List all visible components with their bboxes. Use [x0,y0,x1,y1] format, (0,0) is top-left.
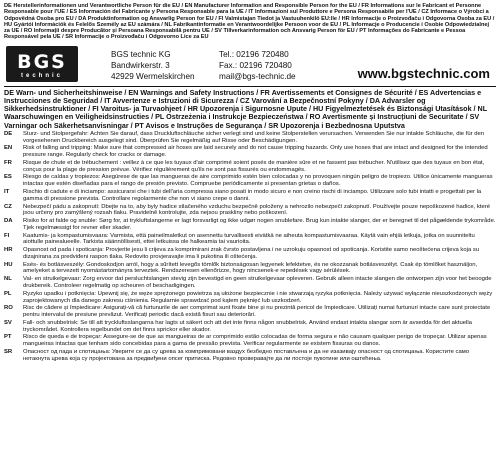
warning-text: Risc de cădere și împiedicare: Asigurați-vă că furtunurile de aer comprimat sunt fixate bine și nu prezintă pericol de împiedicare. Utilizați numai furtunuri intacte care sunt proiectate pentru intervalul de presiune prevăzut. Verificați periodic dacă există fisuri sau deteriorări. [23,305,491,319]
language-code: PT [4,334,12,341]
company-name: BGS technic KG [111,49,171,59]
warning-row-cz [4,204,496,217]
warning-row-sv [4,320,496,333]
language-code: SR [4,349,13,355]
warning-text: Risiko for at falde og snuble: Sørg for, at trykluftslangerne er lagt forsvarligt og ikke udgør nogen snublefare. Brug kun intakte slanger, der er beregnet til det pågældende trykområde. Tjek regelmæssigt for revner eller skader. [23,218,496,231]
company-address [111,49,195,82]
company-tel: Tel.: 02196 720480 [219,49,289,59]
warning-row-en [4,145,496,158]
warning-row-fr [4,160,496,173]
language-code: RO [4,305,13,312]
language-code: EN [4,145,13,152]
warning-row-nl [4,276,496,289]
warning-text: Risco de queda e de tropeçar: Assegure-se de que as mangueiras de ar comprimido estão colocadas de forma segura e não causam qualquer perigo de tropeçar. Utilizar apenas mangueiras intactas que tenham sido concebidas para a gama de pressão prevista. Verificar regularmente se existem fissuras ou danos. [23,334,487,348]
company-street: Bandwirkerstr. 3 [111,60,170,70]
warning-text: Fall- och snubbelrisk: Se till att tryckluftsslangarna har lagts ut säkert och att det inte finns någon snubbelrisk. Använd endast intakta slangar som är avsedda för det aktuella tryckområdet. Kontrollera regelbundet om det finns sprickor eller skador. [23,319,472,333]
warning-row-hu [4,262,496,275]
warning-text: Risque de chute et de trébuchement : veillez à ce que les tuyaux d'air comprimé soient posés de manière sûre et ne fassent pas trébucher. N'utilisez que des tuyaux en bon état, conçus pour la plage de pression prévue. Vérifiez régulièrement qu'ils ne sont pas fissurés ou endommagés. [23,159,485,173]
language-code: CZ [4,203,12,210]
warning-text: Ryzyko upadku i potknięcia: Upewnij się, że węże sprężonego powietrza są ułożone bezpiecznie i nie stwarzają ryzyka potknięcia. Należy używać wyłącznie nieuszkodzonych węży zaprojektowanych dla danego zakresu ciśnienia. Regularnie sprawdzać pod kątem pęknięć lub uszkodzeń. [23,290,493,304]
language-code: SV [4,319,12,326]
company-city: 42929 Wermelskirchen [111,71,195,81]
warning-row-fi [4,233,496,246]
manufacturer-info-heading: DE Herstellerinformationen und Verantwortliche Person für die EU / EN Manufacturer Information and Responsible Person for the EU / FR Informations sur le Fabricant et Personne Responsable pour l'UE / ES Información del Fabricante y Persona Responsable para la UE / IT Informazioni sul Produttore e Persona Responsabile per l'UE / CZ Informace o Výrobci a Odpovědná Osoba pro EU / DA Produktinformation og Ansvarlig Person for EU / FI Valmistajan Tiedot ja Vastuuhenkilö EU:lle / HR Informacije o Proizvođaču i Odgovorna Osoba za EU / HU Gyártói Információk és Felelős Személy az EU számára / NL Fabrikantinformatie en Verantwoordelijke Persoon voor de EU / PL Informacje o Producencie i Osobie Odpowiedzialnej za UE / RO Informații despre Producător și Persoana Responsabilă pentru UE / SV Tillverkarinformation och Ansvarig Person för EU / PT Informações do Fabricante e Pessoa Responsável pela UE / SR Informacije o Proizvođaču i Odgovorno Lice za EU [4,3,495,41]
company-contact [219,49,296,82]
warning-row-pl [4,291,496,304]
warning-text: Sturz- und Stolpergefahr: Achten Sie darauf, dass Druckluftschläuche sicher verlegt sind und keine Stolperstellen verursachen. Verwenden Sie nur intakte Schläuche, die für den vorgesehenen Druckbereich ausgelegt sind. Überprüfen Sie regelmäßig auf Risse oder Beschädigungen. [23,130,485,144]
language-code: DA [4,218,13,225]
warning-row-hr [4,247,496,260]
language-code: ES [4,174,12,181]
warning-row-pt [4,334,496,347]
logo-text: BGS [17,50,67,73]
warning-row-de [4,131,496,144]
company-website: www.bgstechnic.com [357,65,490,81]
language-code: HU [4,261,13,268]
language-code: DE [4,130,13,137]
language-code: FI [4,232,10,239]
logo-subtext: technic [20,72,63,79]
language-code: FR [4,159,12,166]
warning-text: Risk of falling and tripping: Make sure that compressed air hoses are laid securely and do not cause tripping hazards. Only use hoses that are intact and designed for the intended pressure range. Regularly check for cracks or damage. [23,145,488,159]
manufacturer-header [4,43,496,85]
warning-row-ro [4,305,496,318]
warning-row-es [4,174,496,187]
warning-text: Rischio di cadute e di inciampo: assicurarsi che i tubi dell'aria compressa siano posati in modo sicuro e non creino rischi di inciampo. Utilizzare solo tubi intatti e progettati per la gamma di pressione prevista. Controllare regolarmente che non vi siano crepe o danni. [23,188,482,202]
warning-text: Nebezpečí pádu a zakopnutí: Dbejte na to, aby byly hadice stlačeného vzduchu bezpečně položeny a nehrozilo nebezpečí zakopnutí. Používejte pouze nepoškozené hadice, které jsou určeny pro zamýšlený rozsah tlaku. Pravidelně kontrolujte, zda nejsou praskliny nebo poškození. [23,203,490,217]
language-code: PL [4,290,12,297]
warning-list [4,131,496,363]
language-code: IT [4,188,10,195]
bgs-logo [6,46,78,82]
warning-row-sr [4,349,496,362]
warning-text: Val- en struikelgevaar: Zorg ervoor dat persluchtslangen stevig zijn bevestigd en geen struikelgevaar opleveren. Gebruik alleen intacte slangen die ontworpen zijn voor het beoogde drukbereik. Controleer regelmatig op scheuren of beschadigingen. [23,276,492,289]
company-mail: mail@bgs-technic.de [219,71,296,81]
warning-row-it [4,189,496,202]
warning-row-da [4,218,496,231]
warning-text: Riesgo de caídas y tropiezos: Asegúrese de que las mangueras de aire comprimido estén bien colocadas y no provoquen ningún peligro de tropiezo. Utilice únicamente mangueras intactas que estén diseñadas para el rango de presión previsto. Compruebe periódicamente si presentan grietas o daños. [23,174,493,188]
company-fax: Fax.: 02196 720480 [219,60,292,70]
warning-text: Kaatumis- ja kompastumisvaara: Varmista, että paineilmaletkut on asennettu turvallisesti eivätkä ne aiheuta kompastumisvaaraa. Käytä vain ehjiä letkuja, jotka on suunniteltu aiottulle painealueelle. Tarkista säännöllisesti, ettei letkuissa ole halkeamia tai vaurioita. [23,232,475,246]
warnings-title: DE Warn- und Sicherheitshinweise / EN Warnings and Safety Instructions / FR Avertissements et Consignes de Sécurité / ES Advertencias e Instrucciones de Seguridad / IT Avvertenze e Istruzioni di Sicurezza / CZ Varování a Bezpečnostní Pokyny / DA Advarsler og Sikkerhedsinstruktioner / FI Varoitus- ja Turvaohjeet / HR Upozorenja i Sigurnosne Upute / HU Figyelmeztetések és Biztonsági Utasítások / NL Waarschuwingen en Veiligheidsinstructies / PL Ostrzeżenia i Instrukcje Bezpieczeństwa / RO Avertismente și Instrucțiuni de Securitate / SV Varningar och Säkerhetsanvisningar / PT Avisos e Instruções de Segurança / SR Upozorenja i Bezbednosna Uputstva [4,87,488,130]
language-code: NL [4,276,12,283]
warning-text: Esés- és botlásveszély: Gondoskodjon arról, hogy a sűrített levegős tömlők biztonságosan legyenek lefektetve, és ne okozzanak botlásveszélyt. Csak ép tömlőket használjon, amelyeket a tervezett nyomástartományra terveztek. Rendszeresen ellenőrizze, hogy nincsenek-e repedések vagy sérülések. [23,261,478,275]
warning-text: Opasnost od pada i spoticanja: Provjerite jesu li crijeva za komprimirani zrak čvrsto postavljena i ne uzrokuju opasnost od spoticanja. Koristite samo neoštećena crijeva koja su dizajnirana za predviđeni raspon tlaka. Redovito provjeravajte ima li pukotina ili oštećenja. [23,247,480,260]
warning-text: Опасност од пада и спотицања: Уверите се да су цревa за компримовани ваздух безбедно постављена и да не изазивају опасност од спотицања. Користите само нетакнута црева која су пројектована за предвиђени опсег притиска. Редовно проверавајте да ли постоје пукотине или оштећења. [23,349,470,362]
language-code: HR [4,247,13,254]
